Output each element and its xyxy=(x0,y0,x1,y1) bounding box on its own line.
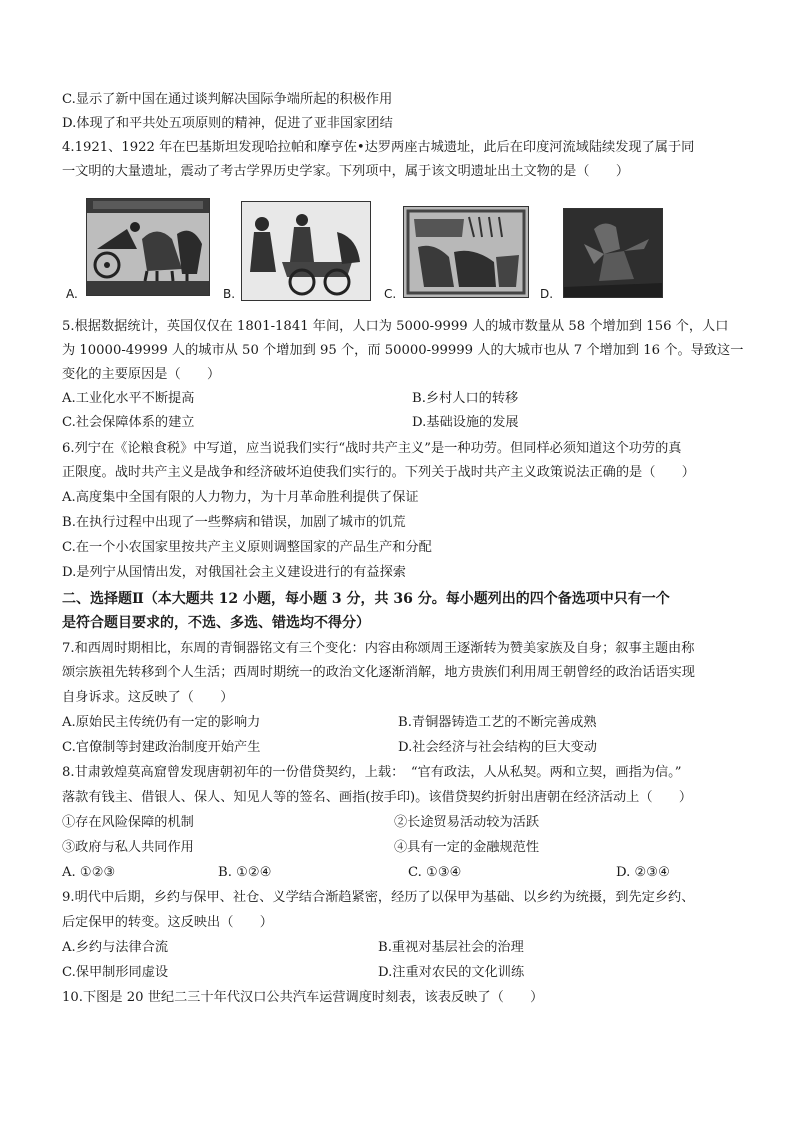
q4-stem-line2: 一文明的大量遗址，震动了考古学界历史学家。下列项中，属于该文明遗址出土文物的是（ ） xyxy=(62,164,630,179)
q9-option-b: B.重视对基层社会的治理 xyxy=(378,940,524,955)
q5-option-a: A.工业化水平不断提高 xyxy=(62,391,195,406)
q4-image-a xyxy=(86,198,210,296)
q5-stem-line1: 5.根据数据统计，英国仅仅在 1801-1841 年间，人口为 5000-9999 人的城市数量从 58 个增加到 156 个，人口 xyxy=(62,319,729,334)
q6-option-c: C.在一个小农国家里按共产主义原则调整国家的产品生产和分配 xyxy=(62,540,432,555)
q5-stem-line3: 变化的主要原因是（ ） xyxy=(62,367,221,382)
q5-option-d: D.基础设施的发展 xyxy=(412,415,519,430)
q7-stem-line1: 7.和西周时期相比，东周的青铜器铭文有三个变化：内容由称颂周王逐渐转为赞美家族及自身；叙事主题由称 xyxy=(62,641,695,656)
q6-stem-line2: 正限度。战时共产主义是战争和经济破坏迫使我们实行的。下列关于战时共产主义政策说法正确的是（ ） xyxy=(62,465,695,480)
q5-stem-line2: 为 10000-49999 人的城市从 50 个增加到 95 个，而 50000-99999 人的大城市也从 7 个增加到 16 个。导致这一 xyxy=(62,343,744,358)
q5-option-c: C.社会保障体系的建立 xyxy=(62,415,195,430)
section-2-heading-line2: 是符合题目要求的，不选、多选、错选均不得分） xyxy=(62,615,370,631)
q7-option-a: A.原始民主传统仍有一定的影响力 xyxy=(62,715,261,730)
q7-option-c: C.官僚制等封建政治制度开始产生 xyxy=(62,740,261,755)
q4-label-d: D. xyxy=(540,287,554,301)
q6-stem-line1: 6.列宁在《论粮食税》中写道，应当说我们实行“战时共产主义”是一种功劳。但同样必须知道这个功劳的真 xyxy=(62,441,682,456)
q4-image-d xyxy=(563,208,663,298)
q10-stem-line1: 10.下图是 20 世纪二三十年代汉口公共汽车运营调度时刻表，该表反映了（ ） xyxy=(62,990,544,1005)
q6-option-b: B.在执行过程中出现了一些弊病和错误，加剧了城市的饥荒 xyxy=(62,515,406,530)
q4-label-b: B. xyxy=(223,287,236,301)
q4-image-c xyxy=(403,206,529,298)
q8-option-d: D. ②③④ xyxy=(616,865,670,880)
q8-statement-2: ②长途贸易活动较为活跃 xyxy=(394,815,540,830)
chariot-figures-illustration xyxy=(242,202,370,300)
carved-relief-illustration xyxy=(404,207,528,297)
q3-option-d: D.体现了和平共处五项原则的精神，促进了亚非国家团结 xyxy=(62,116,393,131)
q5-option-b: B.乡村人口的转移 xyxy=(412,391,519,406)
q8-statement-4: ④具有一定的金融规范性 xyxy=(394,840,540,855)
bronze-figure-illustration xyxy=(564,209,662,297)
q6-option-d: D.是列宁从国情出发，对俄国社会主义建设进行的有益探索 xyxy=(62,565,406,580)
q8-option-c: C. ①③④ xyxy=(408,865,462,880)
q3-option-c: C.显示了新中国在通过谈判解决国际争端所起的积极作用 xyxy=(62,92,393,107)
section-2-heading-line1: 二、选择题Ⅱ（本大题共 12 小题，每小题 3 分，共 36 分。每小题列出的四个备选项中只有一个 xyxy=(62,591,670,607)
q8-option-a: A. ①②③ xyxy=(62,865,116,880)
q4-stem-line1: 4.1921、1922 年在巴基斯坦发现哈拉帕和摩亨佐•达罗两座古城遗址，此后在印度河流域陆续发现了属于同 xyxy=(62,140,695,155)
q8-stem-line1: 8.甘肃敦煌莫高窟曾发现唐朝初年的一份借贷契约，上载： “官有政法，人从私契。两和立契，画指为信。” xyxy=(62,765,682,780)
q4-label-a: A. xyxy=(66,287,78,301)
q9-stem-line2: 后定保甲的转变。这反映出（ ） xyxy=(62,915,273,930)
q7-stem-line2: 颂宗族祖先转移到个人生活；西周时期统一的政治文化逐渐消解，地方贵族们利用周王朝曾经的政治话语实现 xyxy=(62,665,695,680)
q9-option-c: C.保甲制形同虚设 xyxy=(62,965,169,980)
q8-stem-line2: 落款有钱主、借银人、保人、知见人等的签名、画指(按手印)。该借贷契约折射出唐朝在经济活动上（ ） xyxy=(62,790,693,805)
q9-stem-line1: 9.明代中后期，乡约与保甲、社仓、义学结合渐趋紧密，经历了以保甲为基础、以乡约为统摄，到先定乡约、 xyxy=(62,890,695,905)
q7-option-d: D.社会经济与社会结构的巨大变动 xyxy=(398,740,597,755)
q6-option-a: A.高度集中全国有限的人力物力，为十月革命胜利提供了保证 xyxy=(62,490,419,505)
q8-statement-1: ①存在风险保障的机制 xyxy=(62,815,194,830)
q8-option-b: B. ①②④ xyxy=(218,865,272,880)
q7-option-b: B.青铜器铸造工艺的不断完善成熟 xyxy=(398,715,597,730)
q4-label-c: C. xyxy=(384,287,397,301)
q9-option-a: A.乡约与法律合流 xyxy=(62,940,169,955)
q7-stem-line3: 自身诉求。这反映了（ ） xyxy=(62,690,234,705)
q9-option-d: D.注重对农民的文化训练 xyxy=(378,965,525,980)
q8-statement-3: ③政府与私人共同作用 xyxy=(62,840,194,855)
q4-image-b xyxy=(241,201,371,301)
chariot-relief-illustration xyxy=(87,199,209,295)
